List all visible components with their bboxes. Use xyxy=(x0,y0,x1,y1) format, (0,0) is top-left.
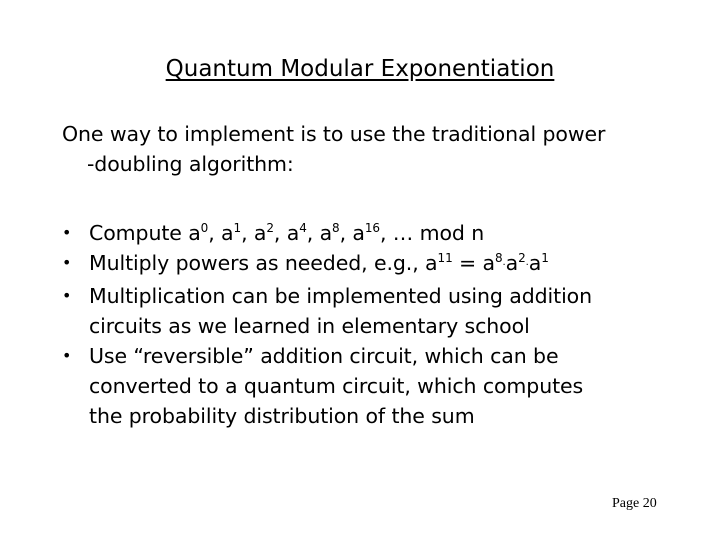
power-exponent: 4 xyxy=(299,221,307,235)
power-exponent: 1 xyxy=(233,221,242,235)
bullet-item-multiplication xyxy=(62,281,702,341)
lhs-exponent: 11 xyxy=(437,251,453,265)
multiply-dot: · xyxy=(502,260,506,271)
power-separator: , a xyxy=(306,221,333,245)
intro-line-1: One way to implement is to use the traditional power xyxy=(62,122,606,146)
bullet-glyph: • xyxy=(62,286,72,305)
power-exponent: 16 xyxy=(364,221,380,235)
bullet-item-reversible-circuit xyxy=(62,341,702,431)
page-number: Page 20 xyxy=(612,496,657,511)
power-separator: , a xyxy=(339,221,365,245)
bullet-item-multiply-powers xyxy=(62,248,702,281)
power-exponent: 0 xyxy=(200,221,209,235)
compute-prefix: Compute a xyxy=(89,221,201,245)
power-exponent: 2 xyxy=(266,221,274,235)
slide-title: Quantum Modular Exponentiation xyxy=(165,56,555,82)
bullet-line-2: converted to a quantum circuit, which computes xyxy=(89,374,584,398)
bullet-list xyxy=(62,218,702,431)
bullet-line-3: the probability distribution of the sum xyxy=(89,404,475,428)
term-base: a xyxy=(528,251,542,275)
intro-line-2: -doubling algorithm: xyxy=(87,152,294,176)
term-exponent: 8 xyxy=(494,251,503,265)
bullet-glyph: • xyxy=(62,223,72,242)
bullet-line-1: Use “reversible” addition circuit, which can be xyxy=(89,344,559,368)
bullet-text xyxy=(89,218,702,248)
bullet-line-2: circuits as we learned in elementary school xyxy=(89,314,530,338)
power-separator: , a xyxy=(273,221,300,245)
term-exponent: 1 xyxy=(541,251,549,265)
bullet-text xyxy=(89,248,702,281)
equals-term: = a xyxy=(452,251,495,275)
term-base: a xyxy=(505,251,519,275)
power-exponent: 8 xyxy=(332,221,340,235)
bullet-glyph: • xyxy=(62,346,72,365)
intro-paragraph xyxy=(62,119,702,179)
bullet-line-1: Multiplication can be implemented using addition xyxy=(89,284,592,308)
term-exponent: 2 xyxy=(518,251,526,265)
bullet-glyph: • xyxy=(62,253,72,272)
power-separator: , a xyxy=(241,221,267,245)
bullet-item-compute-powers xyxy=(62,218,702,248)
power-separator: , a xyxy=(208,221,234,245)
compute-suffix: , … mod n xyxy=(379,221,485,245)
multiply-dot: · xyxy=(525,260,529,271)
multiply-prefix: Multiply powers as needed, e.g., a xyxy=(89,251,438,275)
